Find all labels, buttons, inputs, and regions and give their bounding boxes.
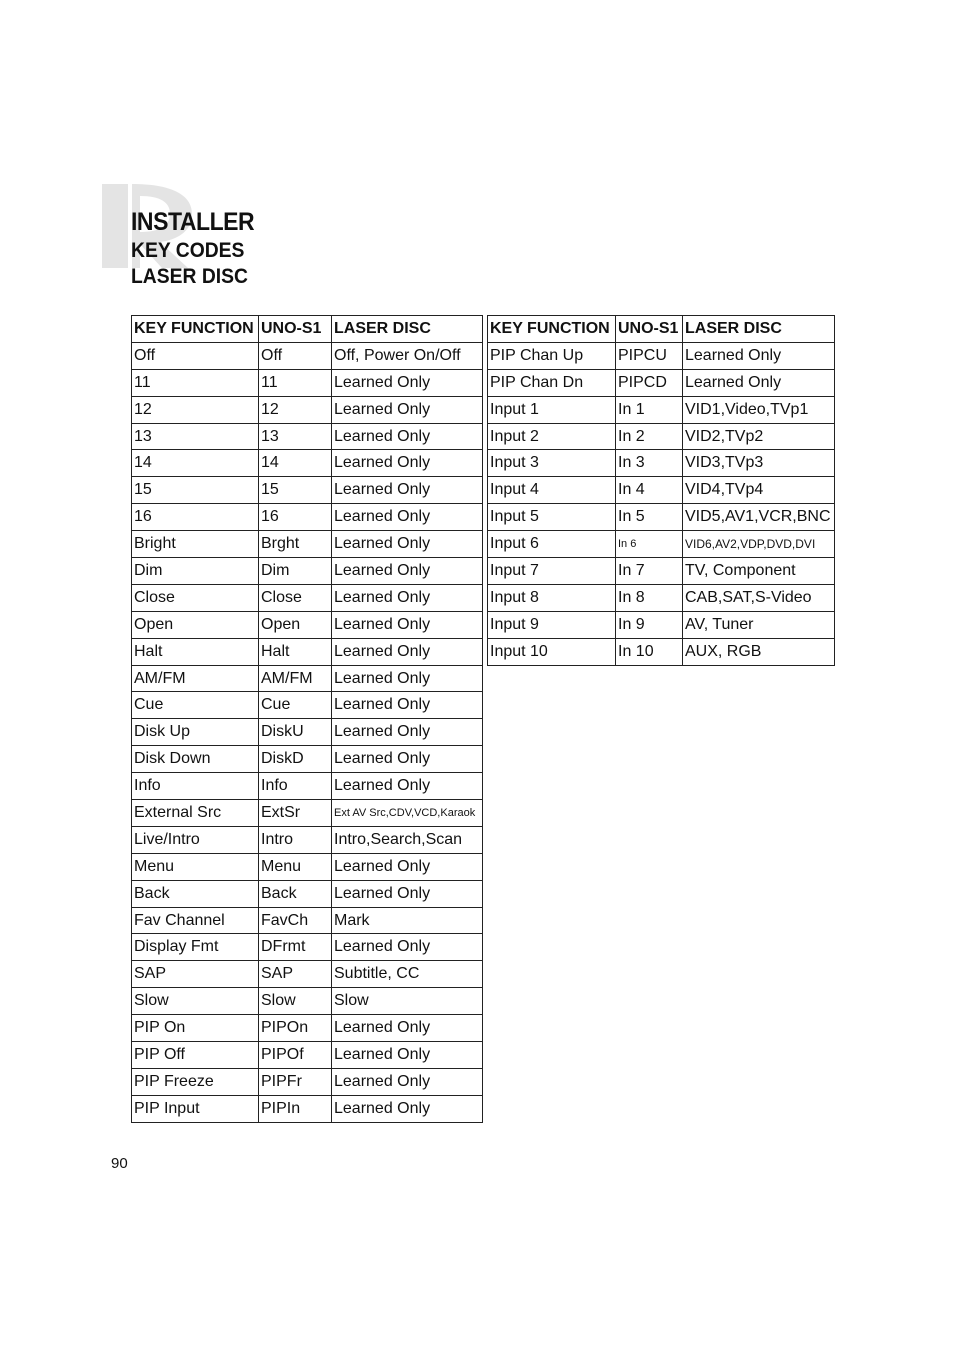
- page-subtitle-device: LASER DISC: [131, 265, 249, 288]
- table-row: [488, 369, 835, 396]
- table-cell: 14: [259, 450, 332, 477]
- table-cell: SAP: [132, 961, 259, 988]
- table-row: [132, 396, 483, 423]
- table-cell: Input 7: [488, 558, 616, 585]
- table-cell: Halt: [259, 638, 332, 665]
- table-row: [488, 638, 835, 665]
- table-cell: In 6: [616, 531, 683, 558]
- table-cell: Learned Only: [683, 369, 835, 396]
- page-subtitle-key-codes: KEY CODES: [131, 239, 245, 262]
- table-cell: Learned Only: [332, 396, 483, 423]
- table-cell: Learned Only: [332, 611, 483, 638]
- table-cell: Cue: [259, 692, 332, 719]
- table-cell: Slow: [332, 988, 483, 1015]
- table-cell: FavCh: [259, 907, 332, 934]
- table-cell: Dim: [132, 558, 259, 585]
- table-cell: Learned Only: [332, 1042, 483, 1069]
- table-cell: VID2,TVp2: [683, 423, 835, 450]
- table-cell: Bright: [132, 531, 259, 558]
- table-cell: VID1,Video,TVp1: [683, 396, 835, 423]
- table-row: [132, 1015, 483, 1042]
- table-cell: AUX, RGB: [683, 638, 835, 665]
- page-title: INSTALLER: [131, 208, 255, 236]
- table-cell: Info: [259, 773, 332, 800]
- table-cell: Learned Only: [332, 504, 483, 531]
- table-row: [132, 531, 483, 558]
- table-row: [132, 342, 483, 369]
- table-cell: VID6,AV2,VDP,DVD,DVI: [683, 531, 835, 558]
- table-cell: External Src: [132, 800, 259, 827]
- table-cell: Open: [132, 611, 259, 638]
- table-cell: Input 5: [488, 504, 616, 531]
- table-cell: Input 10: [488, 638, 616, 665]
- table-cell: PIPCU: [616, 342, 683, 369]
- table-row: [132, 853, 483, 880]
- table-cell: AM/FM: [259, 665, 332, 692]
- table-cell: Subtitle, CC: [332, 961, 483, 988]
- table-cell: 12: [259, 396, 332, 423]
- table-cell: PIP Freeze: [132, 1068, 259, 1095]
- table-cell: PIP Chan Up: [488, 342, 616, 369]
- table-cell: Input 4: [488, 477, 616, 504]
- title-block: [131, 206, 265, 290]
- table-cell: VID5,AV1,VCR,BNC: [683, 504, 835, 531]
- table-cell: Back: [132, 880, 259, 907]
- key-codes-table-left: [131, 315, 483, 1123]
- table-cell: Learned Only: [332, 477, 483, 504]
- table-cell: AM/FM: [132, 665, 259, 692]
- table-cell: DiskD: [259, 746, 332, 773]
- table-cell: Learned Only: [332, 1068, 483, 1095]
- table-cell: PIPCD: [616, 369, 683, 396]
- table-row: [488, 423, 835, 450]
- table-cell: Slow: [259, 988, 332, 1015]
- table-cell: Learned Only: [332, 369, 483, 396]
- table-cell: Fav Channel: [132, 907, 259, 934]
- table-cell: In 1: [616, 396, 683, 423]
- table-cell: Dim: [259, 558, 332, 585]
- table-row: [132, 880, 483, 907]
- table-row: [132, 558, 483, 585]
- table-row: [488, 531, 835, 558]
- table-cell: PIPFr: [259, 1068, 332, 1095]
- table-row: [132, 450, 483, 477]
- table-cell: PIPOf: [259, 1042, 332, 1069]
- table-cell: Input 8: [488, 584, 616, 611]
- table-cell: DFrmt: [259, 934, 332, 961]
- column-header: KEY FUNCTION: [488, 316, 616, 343]
- table-cell: In 10: [616, 638, 683, 665]
- table-cell: PIPIn: [259, 1095, 332, 1122]
- table-row: [132, 692, 483, 719]
- table-cell: In 2: [616, 423, 683, 450]
- table-cell: 12: [132, 396, 259, 423]
- table-cell: Learned Only: [332, 746, 483, 773]
- table-row: [132, 1095, 483, 1122]
- table-cell: Learned Only: [332, 853, 483, 880]
- table-header-row: [488, 316, 835, 343]
- table-cell: Learned Only: [332, 719, 483, 746]
- table-cell: AV, Tuner: [683, 611, 835, 638]
- table-cell: Learned Only: [332, 584, 483, 611]
- table-cell: Live/Intro: [132, 826, 259, 853]
- table-cell: Brght: [259, 531, 332, 558]
- table-cell: In 7: [616, 558, 683, 585]
- table-row: [132, 1068, 483, 1095]
- table-cell: PIP On: [132, 1015, 259, 1042]
- table-row: [132, 504, 483, 531]
- table-cell: Learned Only: [332, 773, 483, 800]
- table-cell: VID4,TVp4: [683, 477, 835, 504]
- table-row: [132, 584, 483, 611]
- table-cell: Input 9: [488, 611, 616, 638]
- table-cell: Learned Only: [332, 692, 483, 719]
- table-row: [132, 907, 483, 934]
- table-row: [132, 369, 483, 396]
- table-cell: In 4: [616, 477, 683, 504]
- table-cell: 16: [132, 504, 259, 531]
- table-cell: Disk Down: [132, 746, 259, 773]
- table-cell: Close: [132, 584, 259, 611]
- table-cell: Learned Only: [332, 638, 483, 665]
- table-cell: Open: [259, 611, 332, 638]
- table-row: [488, 477, 835, 504]
- key-codes-table-right: [487, 315, 835, 666]
- table-cell: CAB,SAT,S-Video: [683, 584, 835, 611]
- table-row: [488, 584, 835, 611]
- table-cell: TV, Component: [683, 558, 835, 585]
- table-cell: Off: [259, 342, 332, 369]
- table-header-row: [132, 316, 483, 343]
- table-cell: PIP Input: [132, 1095, 259, 1122]
- table-cell: ExtSr: [259, 800, 332, 827]
- table-row: [132, 826, 483, 853]
- table-cell: 11: [259, 369, 332, 396]
- table-cell: PIP Chan Dn: [488, 369, 616, 396]
- table-cell: Learned Only: [332, 1015, 483, 1042]
- table-row: [132, 773, 483, 800]
- table-cell: Learned Only: [683, 342, 835, 369]
- table-row: [132, 638, 483, 665]
- table-cell: 13: [132, 423, 259, 450]
- table-row: [132, 988, 483, 1015]
- table-cell: Intro: [259, 826, 332, 853]
- table-cell: Learned Only: [332, 531, 483, 558]
- table-cell: Learned Only: [332, 450, 483, 477]
- table-cell: Close: [259, 584, 332, 611]
- table-cell: Menu: [259, 853, 332, 880]
- table-cell: Learned Only: [332, 423, 483, 450]
- table-cell: Input 6: [488, 531, 616, 558]
- table-cell: 13: [259, 423, 332, 450]
- page-number: 90: [111, 1155, 128, 1172]
- table-cell: Disk Up: [132, 719, 259, 746]
- table-cell: Input 2: [488, 423, 616, 450]
- table-row: [132, 961, 483, 988]
- table-cell: Learned Only: [332, 880, 483, 907]
- table-cell: Learned Only: [332, 558, 483, 585]
- table-cell: In 3: [616, 450, 683, 477]
- table-cell: 15: [132, 477, 259, 504]
- table-row: [132, 934, 483, 961]
- table-row: [132, 477, 483, 504]
- table-cell: Off, Power On/Off: [332, 342, 483, 369]
- table-row: [132, 665, 483, 692]
- table-row: [132, 719, 483, 746]
- table-cell: 16: [259, 504, 332, 531]
- table-cell: 11: [132, 369, 259, 396]
- table-cell: In 5: [616, 504, 683, 531]
- table-cell: Halt: [132, 638, 259, 665]
- column-header: LASER DISC: [332, 316, 483, 343]
- table-row: [488, 396, 835, 423]
- table-cell: In 9: [616, 611, 683, 638]
- table-cell: In 8: [616, 584, 683, 611]
- table-cell: Input 1: [488, 396, 616, 423]
- table-row: [488, 450, 835, 477]
- column-header: UNO-S1: [259, 316, 332, 343]
- table-cell: Cue: [132, 692, 259, 719]
- table-row: [132, 1042, 483, 1069]
- column-header: UNO-S1: [616, 316, 683, 343]
- table-row: [132, 423, 483, 450]
- table-cell: Learned Only: [332, 934, 483, 961]
- table-row: [132, 611, 483, 638]
- table-cell: Learned Only: [332, 1095, 483, 1122]
- table-row: [132, 800, 483, 827]
- table-cell: Intro,Search,Scan: [332, 826, 483, 853]
- table-cell: Info: [132, 773, 259, 800]
- table-cell: 15: [259, 477, 332, 504]
- table-cell: 14: [132, 450, 259, 477]
- table-row: [488, 558, 835, 585]
- table-cell: Display Fmt: [132, 934, 259, 961]
- table-row: [488, 611, 835, 638]
- table-cell: DiskU: [259, 719, 332, 746]
- table-cell: Mark: [332, 907, 483, 934]
- table-cell: SAP: [259, 961, 332, 988]
- table-cell: Off: [132, 342, 259, 369]
- table-row: [132, 746, 483, 773]
- table-cell: Menu: [132, 853, 259, 880]
- table-row: [488, 342, 835, 369]
- table-cell: Back: [259, 880, 332, 907]
- table-cell: Learned Only: [332, 665, 483, 692]
- table-cell: Input 3: [488, 450, 616, 477]
- table-cell: PIP Off: [132, 1042, 259, 1069]
- table-cell: VID3,TVp3: [683, 450, 835, 477]
- column-header: KEY FUNCTION: [132, 316, 259, 343]
- table-cell: Slow: [132, 988, 259, 1015]
- table-cell: Ext AV Src,CDV,VCD,Karaok: [332, 800, 483, 827]
- column-header: LASER DISC: [683, 316, 835, 343]
- table-row: [488, 504, 835, 531]
- table-cell: PIPOn: [259, 1015, 332, 1042]
